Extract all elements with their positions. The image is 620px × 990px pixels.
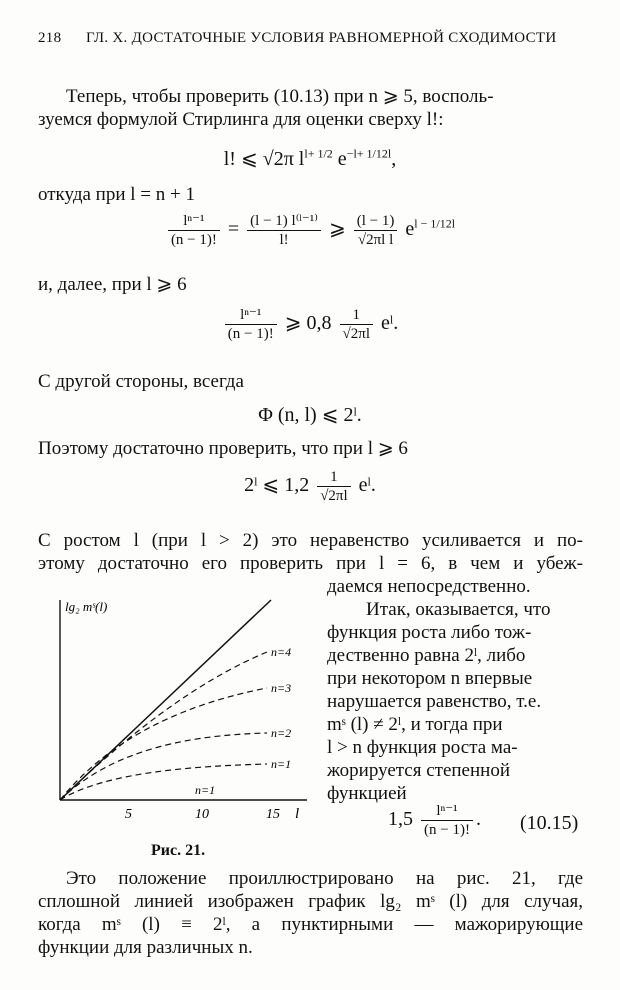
equation-number: (10.15) <box>520 812 579 834</box>
side-line: нарушается равенство, т.е. <box>327 691 542 712</box>
side-line: Итак, оказывается, что <box>366 599 551 620</box>
paragraph-line: сплошной линией изображен график lg₂ mˢ (l) для случая, <box>38 891 583 912</box>
side-line: дественно равна 2ˡ, либо <box>327 645 526 666</box>
equation-stirling: l! ⩽ √2π $l^{l+ 1/2}$ $e^{-l+ 1/12l}$, <box>223 146 397 170</box>
side-line: mˢ (l) ≠ 2ˡ, и тогда при <box>327 714 503 735</box>
figure-caption: Рис. 21. <box>151 842 206 859</box>
side-line: l > n функция роста ма- <box>327 737 518 758</box>
x-tick-15: 15 <box>266 807 280 822</box>
y-axis-label: lg₂ mˢ(l) <box>65 599 108 614</box>
paragraph-line: функции для различных n. <box>38 937 253 958</box>
dashed-curve-n1 <box>60 764 267 800</box>
paragraph-line: даемся непосредственно. <box>327 576 531 597</box>
paragraph-line: С ростом l (при l > 2) это неравенство усиливается и по- <box>38 530 583 551</box>
dashed-curve-n2 <box>60 733 267 800</box>
page-number: 218 <box>38 30 62 46</box>
dashed-curve-n4 <box>60 652 267 800</box>
dashed-curve-n3 <box>60 688 267 800</box>
equation-10-15: 1,5 $\frac{\text{lⁿ⁻¹}}{(n - 1)!}$ . <box>388 803 481 838</box>
curve-label-n3: n=3 <box>271 681 292 695</box>
equation-phi: Φ (n, l) ⩽ 2ˡ. <box>258 404 362 426</box>
curve-label-n4: n=4 <box>271 645 292 659</box>
paragraph-line: и, далее, при l ⩾ 6 <box>38 274 187 295</box>
equation-bound: $\frac{\text{lⁿ⁻¹}}{(n - 1)!}$ ⩾ 0,8 $\frac{1}{√2\pi l}$ eˡ. <box>0 306 620 343</box>
side-line: жорируется степенной <box>327 760 510 781</box>
running-title: ГЛ. X. ДОСТАТОЧНЫЕ УСЛОВИЯ РАВНОМЕРНОЙ СХОДИМОСТИ <box>86 30 557 46</box>
paragraph-line: откуда при l = n + 1 <box>38 184 195 205</box>
equation-two: 2ˡ ⩽ 1,2 $\frac{1}{√2\pi l}$ eˡ. <box>244 469 376 504</box>
x-tick-10: 10 <box>195 807 209 822</box>
figure-21 <box>45 592 315 828</box>
side-line: при некотором n впервые <box>327 668 533 689</box>
bottom-label-n1: n=1 <box>195 783 216 797</box>
paragraph-line: Это положение проиллюстрировано на рис. 21, где <box>66 868 583 889</box>
paragraph-line: Теперь, чтобы проверить (10.13) при n ⩾ 5, восполь- <box>66 86 494 107</box>
paragraph-line: зуемся формулой Стирлинга для оценки сверху l!: <box>38 109 444 130</box>
side-line: функцией <box>327 783 407 804</box>
paragraph-line: когда mˢ (l) ≡ 2ˡ, а пунктирными — мажорирующие <box>38 914 583 935</box>
curve-label-n1: n=1 <box>271 757 292 771</box>
x-tick-5: 5 <box>125 807 132 822</box>
curve-label-n2: n=2 <box>271 726 292 740</box>
paragraph-line: этому достаточно его проверить при l = 6, в чем и убеж- <box>38 553 583 574</box>
paragraph-line: Поэтому достаточно проверить, что при l ⩾ 6 <box>38 438 408 459</box>
paragraph-line: С другой стороны, всегда <box>38 371 244 392</box>
side-line: функция роста либо тож- <box>327 622 532 643</box>
x-axis-label: l <box>295 806 300 822</box>
equation-ratio: $\frac{\text{lⁿ⁻¹}}{(n - 1)!}$ = $\frac{\text{(l − 1) l⁽ˡ⁻¹⁾}}{l!}$ ⩾ $\frac{(l - 1)}{\text{√2πl l}}$ $e^{l - 1/12l}$ <box>0 212 620 249</box>
